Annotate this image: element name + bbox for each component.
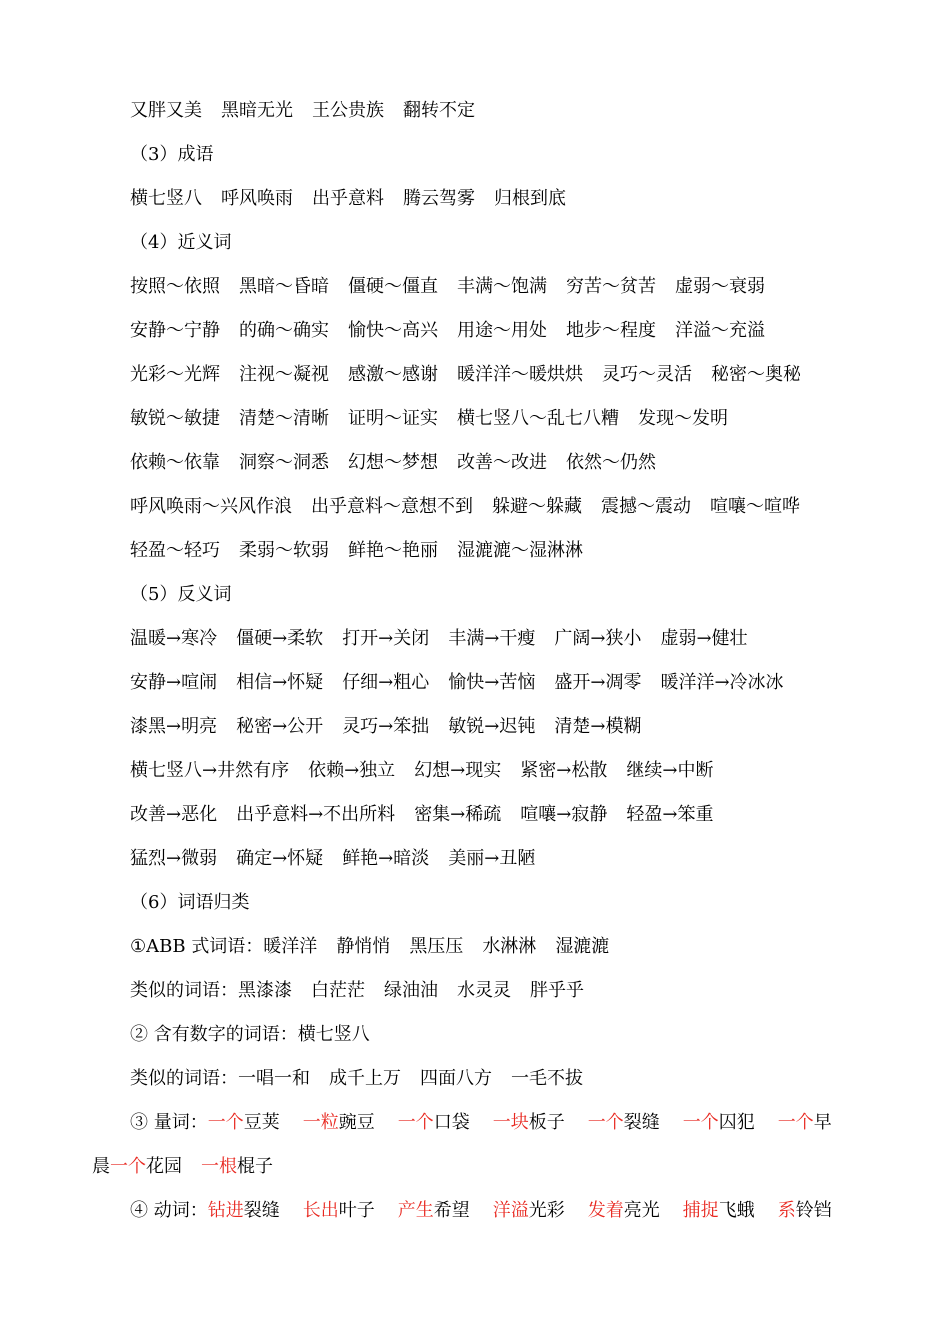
word-item [342,627,429,651]
word-item [457,275,547,299]
word-item [348,539,438,563]
word-text: 轻盈～轻巧 [130,540,220,561]
word-text: 虚弱→健壮 [660,628,748,649]
word-item [308,759,395,783]
word-text: 震撼～震动 [601,496,691,517]
word-text: 依赖→独立 [308,760,396,781]
word-text: 喧嚷→寂静 [520,804,608,825]
word-text: 四面八方 [420,1068,492,1089]
word-item [457,407,619,431]
word-item [448,627,535,651]
word-item [130,627,217,651]
word-item [130,539,220,563]
word-item [626,759,713,783]
word-text: 口袋 [433,1112,470,1133]
word-item [675,319,765,343]
word-item [448,715,535,739]
word-item [348,407,438,431]
word-text: （3）成语 [130,144,214,165]
word-text: 密集→稀疏 [414,804,502,825]
word-text: （6）词语归类 [130,892,250,913]
text-line [130,495,800,519]
word-item [555,935,609,959]
word-text: 继续→中断 [626,760,714,781]
word-item [130,671,217,695]
word-text: 敏锐→迟钝 [448,716,536,737]
word-text: ①ABB 式词语：暖洋洋 [130,936,318,957]
highlighted-word: 长出 [302,1200,339,1221]
highlighted-word: 洋溢 [492,1200,529,1221]
section-heading [130,583,231,607]
word-text: 广阔→狭小 [554,628,642,649]
text-line [130,539,583,563]
word-item [130,847,217,871]
word-text: 按照～依照 [130,276,220,297]
word-item [554,671,641,695]
word-text: 僵硬→柔软 [236,628,324,649]
word-text: 注视～凝视 [239,364,329,385]
word-text: 一毛不拔 [511,1068,583,1089]
word-text: 的确～确实 [239,320,329,341]
word-text: 虚弱～衰弱 [675,276,765,297]
word-item [130,363,220,387]
word-item [520,759,607,783]
word-item [530,979,584,1003]
word-text: ② 含有数字的词语：横七竖八 [130,1024,370,1045]
word-item [130,759,289,783]
word-text: 黑压压 [409,936,464,957]
word-item [221,99,293,123]
word-text: 横七竖八→井然有序 [130,760,290,781]
text-line [130,1111,832,1135]
word-text: 豌豆 [338,1112,375,1133]
word-text: 清楚→模糊 [554,716,642,737]
word-text: 美丽→丑陋 [448,848,536,869]
word-text: ③ 量词： [130,1112,208,1133]
word-item [409,935,463,959]
word-text: 横七竖八～乱七八糟 [457,408,619,429]
word-text: 暖洋洋～暖烘烘 [457,364,583,385]
word-item [711,363,801,387]
word-text: 躲避～躲藏 [492,496,582,517]
word-item [239,275,329,299]
word-item [236,715,323,739]
word-item [493,1199,565,1223]
word-text: 翻转不定 [403,100,475,121]
word-item [494,187,566,211]
word-text: 温暖→寒冷 [130,628,218,649]
text-line [130,715,641,739]
word-text: 亮光 [623,1200,660,1221]
text-line [92,1155,273,1179]
word-item [130,495,292,519]
word-item [236,671,323,695]
word-text: ④ 动词： [130,1200,208,1221]
text-line [130,935,609,959]
word-item [92,1155,182,1179]
word-text: 湿漉漉～湿淋淋 [457,540,583,561]
word-text: 紧密→松散 [520,760,608,781]
word-text: 飞蛾 [718,1200,755,1221]
word-text: 发现～发明 [638,408,728,429]
word-item [239,363,329,387]
word-text: 静悄悄 [336,936,391,957]
word-text: 轻盈→笨重 [626,804,714,825]
section-heading [130,891,249,915]
word-text: 水灵灵 [457,980,511,1001]
highlighted-word: 一个 [207,1112,244,1133]
word-text: 白茫茫 [311,980,365,1001]
word-text: 确定→怀疑 [236,848,324,869]
word-item [602,363,692,387]
word-item [778,1111,832,1135]
word-item [414,759,501,783]
word-item [221,187,293,211]
word-item [588,1199,660,1223]
word-item [683,1111,755,1135]
word-text: 打开→关闭 [342,628,430,649]
text-line [130,759,713,783]
word-item [342,847,429,871]
word-item [403,187,475,211]
word-text: 归根到底 [494,188,566,209]
word-item [675,275,765,299]
word-item [398,1111,470,1135]
word-item [130,319,220,343]
word-item [329,1067,401,1091]
word-text: 仔细→粗心 [342,672,430,693]
highlighted-word: 一个 [110,1156,146,1177]
word-item [130,275,220,299]
word-item [239,451,329,475]
word-item [130,891,249,915]
word-text: 鲜艳→暗淡 [342,848,430,869]
word-item [601,495,691,519]
word-text: 愉快～高兴 [348,320,438,341]
word-item [457,539,583,563]
word-item [311,495,473,519]
word-text: 出乎意料 [312,188,384,209]
word-text: 僵硬～僵直 [348,276,438,297]
word-text: 丰满～饱满 [457,276,547,297]
text-line [130,847,535,871]
word-text: 柔弱～软弱 [239,540,329,561]
word-item [130,1067,310,1091]
word-text: 秘密～奥秘 [711,364,801,385]
word-text: 豆荚 [243,1112,280,1133]
word-item [130,1023,370,1047]
word-text: 清楚～清晰 [239,408,329,429]
word-item [236,847,323,871]
word-item [482,935,536,959]
word-text: 漆黑→明亮 [130,716,218,737]
word-item [342,671,429,695]
text-line [130,1199,832,1223]
word-text: 黑暗～昏暗 [239,276,329,297]
word-item [448,847,535,871]
text-line [130,627,748,651]
word-item [130,715,217,739]
word-item [448,671,535,695]
word-text: 依然～仍然 [566,452,656,473]
word-item [130,935,317,959]
word-item [660,671,783,695]
highlighted-word: 一个 [587,1112,624,1133]
word-item [398,1199,470,1223]
word-text: 成千上万 [329,1068,401,1089]
word-text: 依赖～依靠 [130,452,220,473]
highlighted-word: 一个 [777,1112,814,1133]
word-item [348,275,438,299]
text-line [130,99,475,123]
word-text: （4）近义词 [130,232,232,253]
word-text: 出乎意料→不出所料 [236,804,396,825]
word-item [420,1067,492,1091]
word-text: 幻想→现实 [414,760,502,781]
word-item [778,1199,832,1223]
word-item [239,319,329,343]
word-item [130,1199,280,1223]
text-line [130,451,656,475]
word-text: 喧嚷～喧哗 [710,496,800,517]
text-line [130,319,765,343]
word-item [303,1199,375,1223]
word-text: 横七竖八 [130,188,202,209]
word-text: 愉快→苦恼 [448,672,536,693]
word-text: 改善～改进 [457,452,547,473]
word-item [457,451,547,475]
word-item [201,1155,273,1179]
word-text: 水淋淋 [482,936,537,957]
word-text: 黑暗无光 [221,100,293,121]
word-text: 光彩 [528,1200,565,1221]
highlighted-word: 一粒 [302,1112,339,1133]
word-text: 安静→喧闹 [130,672,218,693]
text-line [130,363,801,387]
word-text: 铃铛 [795,1200,832,1221]
word-item [130,583,231,607]
word-text: 囚犯 [718,1112,755,1133]
word-text: 敏锐～敏捷 [130,408,220,429]
word-text: 光彩～光辉 [130,364,220,385]
word-text: 腾云驾雾 [403,188,475,209]
word-item [239,539,329,563]
highlighted-word: 一块 [492,1112,529,1133]
word-item [348,319,438,343]
word-item [511,1067,583,1091]
word-text: （5）反义词 [130,584,232,605]
word-item [348,451,438,475]
text-line [130,979,584,1003]
word-item [683,1199,755,1223]
word-item [566,275,656,299]
word-text: 幻想～梦想 [348,452,438,473]
word-text: 呼风唤雨～兴风作浪 [130,496,292,517]
word-item [457,319,547,343]
word-text: 穷苦～贫苦 [566,276,656,297]
word-text: 绿油油 [384,980,438,1001]
highlighted-word: 一个 [397,1112,434,1133]
word-text: 又胖又美 [130,100,202,121]
word-item [130,451,220,475]
word-item [348,363,438,387]
word-item [626,803,713,827]
word-item [130,231,231,255]
highlighted-word: 捕捉 [682,1200,719,1221]
word-item [342,715,429,739]
text-line [130,803,713,827]
word-item [130,803,217,827]
word-item [236,627,323,651]
word-item [239,407,329,431]
highlighted-word: 钻进 [207,1200,244,1221]
word-item [130,407,220,431]
word-text: 呼风唤雨 [221,188,293,209]
word-item [414,803,501,827]
word-text: 花园 [146,1156,182,1177]
text-line [130,275,765,299]
word-text: 改善→恶化 [130,804,218,825]
word-item [566,451,656,475]
word-text: 胖乎乎 [530,980,584,1001]
highlighted-word: 一根 [201,1156,237,1177]
word-text: 地步～程度 [566,320,656,341]
word-item [493,1111,565,1135]
word-text: 晨 [92,1156,110,1177]
word-item [710,495,800,519]
word-item [566,319,656,343]
word-text: 裂缝 [623,1112,660,1133]
word-text: 灵巧～灵活 [602,364,692,385]
word-item [130,187,202,211]
word-text: 相信→怀疑 [236,672,324,693]
word-item [638,407,728,431]
word-item [554,715,641,739]
highlighted-word: 系 [777,1200,796,1221]
word-item [554,627,641,651]
word-text: 裂缝 [243,1200,280,1221]
word-item [130,1111,280,1135]
word-item [384,979,438,1003]
word-text: 用途～用处 [457,320,547,341]
word-text: 证明～证实 [348,408,438,429]
word-item [130,979,292,1003]
word-text: 猛烈→微弱 [130,848,218,869]
text-line [130,1023,370,1047]
word-text: 叶子 [338,1200,375,1221]
word-text: 灵巧→笨拙 [342,716,430,737]
word-text: 感激～感谢 [348,364,438,385]
word-text: 丰满→干瘦 [448,628,536,649]
word-item [492,495,582,519]
word-item [520,803,607,827]
highlighted-word: 一个 [682,1112,719,1133]
word-text: 板子 [528,1112,565,1133]
word-item [457,363,583,387]
word-item [457,979,511,1003]
word-text: 湿漉漉 [555,936,610,957]
word-item [312,99,384,123]
word-item [236,803,395,827]
word-item [312,187,384,211]
word-text: 洋溢～充溢 [675,320,765,341]
word-text: 盛开→凋零 [554,672,642,693]
word-item [403,99,475,123]
word-text: 类似的词语：一唱一和 [130,1068,310,1089]
text-line [130,187,566,211]
word-item [588,1111,660,1135]
word-item [660,627,747,651]
highlighted-word: 发着 [587,1200,624,1221]
word-item [130,99,202,123]
word-text: 希望 [433,1200,470,1221]
word-text: 出乎意料～意想不到 [311,496,473,517]
word-text: 洞察～洞悉 [239,452,329,473]
word-text: 秘密→公开 [236,716,324,737]
word-text: 暖洋洋→冷冰冰 [660,672,784,693]
text-line [130,407,728,431]
word-text: 棍子 [237,1156,273,1177]
word-item [336,935,390,959]
text-line [130,1067,583,1091]
word-text: 安静～宁静 [130,320,220,341]
word-item [311,979,365,1003]
word-text: 王公贵族 [312,100,384,121]
section-heading [130,143,213,167]
word-item [303,1111,375,1135]
section-heading [130,231,231,255]
word-text: 早 [813,1112,832,1133]
word-text: 类似的词语：黑漆漆 [130,980,292,1001]
highlighted-word: 产生 [397,1200,434,1221]
word-item [130,143,213,167]
word-text: 鲜艳～艳丽 [348,540,438,561]
text-line [130,671,784,695]
